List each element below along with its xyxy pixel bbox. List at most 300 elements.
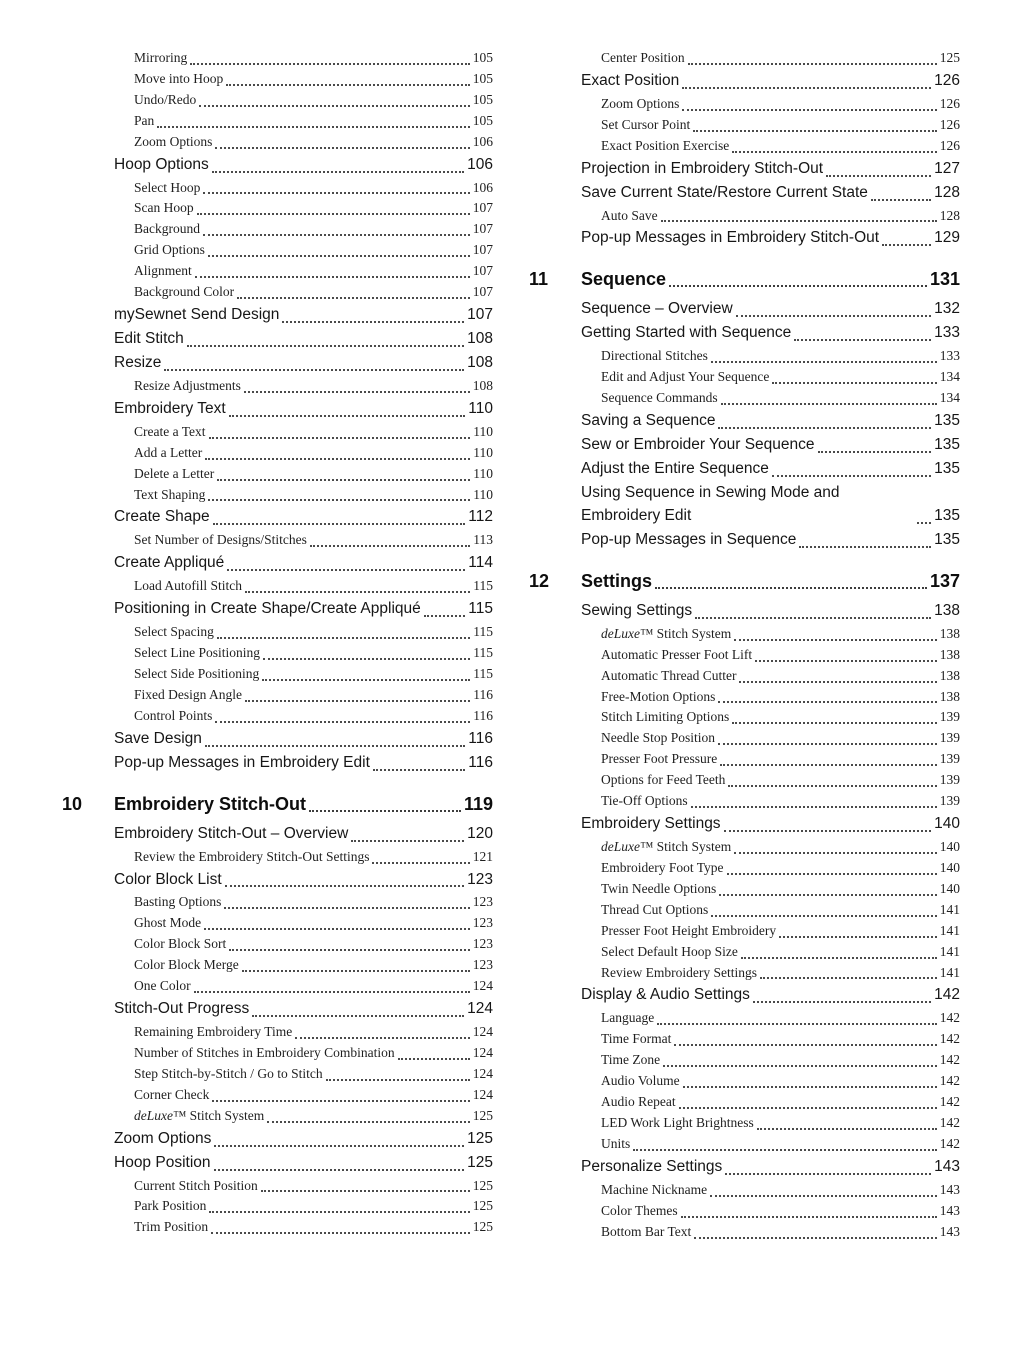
entry-label: Select Line Positioning bbox=[134, 645, 260, 661]
toc-entry bbox=[62, 464, 493, 485]
entry-label: Scan Hoop bbox=[134, 200, 194, 216]
dot-leader bbox=[195, 276, 470, 278]
page-number: 119 bbox=[463, 793, 493, 814]
toc-entry bbox=[529, 182, 960, 205]
toc-entry bbox=[62, 240, 493, 261]
toc-entry bbox=[529, 879, 960, 900]
toc-entry bbox=[62, 1196, 493, 1217]
dot-leader bbox=[772, 382, 936, 384]
toc-entry bbox=[529, 346, 960, 367]
page-number: 110 bbox=[473, 465, 493, 481]
entry-label: Free-Motion Options bbox=[601, 688, 716, 704]
toc-entry bbox=[62, 955, 493, 976]
dot-leader bbox=[779, 936, 937, 938]
toc-entry bbox=[62, 1085, 493, 1106]
dot-leader bbox=[203, 234, 470, 236]
dot-leader bbox=[683, 1086, 937, 1088]
dot-leader bbox=[734, 852, 937, 854]
dot-leader bbox=[227, 569, 465, 571]
dot-leader bbox=[212, 1100, 469, 1102]
entry-label: Background Color bbox=[134, 284, 235, 300]
toc-column-left bbox=[62, 48, 493, 1243]
dot-leader bbox=[669, 285, 927, 287]
page-number: 115 bbox=[473, 665, 493, 681]
toc-entry bbox=[529, 1029, 960, 1050]
toc-entry bbox=[529, 206, 960, 227]
entry-label: Embroidery Text bbox=[114, 399, 226, 417]
entry-label: Color Block Sort bbox=[134, 936, 227, 952]
entry-label: Undo/Redo bbox=[134, 91, 197, 107]
page-number: 124 bbox=[472, 1086, 493, 1102]
page-number: 141 bbox=[939, 943, 960, 959]
page-number: 126 bbox=[939, 116, 960, 132]
toc-entry bbox=[62, 976, 493, 997]
dot-leader bbox=[710, 1195, 937, 1197]
entry-label: Mirroring bbox=[134, 50, 188, 65]
toc-entry bbox=[62, 1152, 493, 1175]
page-number: 133 bbox=[939, 348, 960, 364]
entry-label: Color Block Merge bbox=[134, 957, 239, 973]
dot-leader bbox=[215, 721, 470, 723]
page-number: 142 bbox=[939, 1052, 960, 1068]
toc-entry bbox=[529, 482, 960, 528]
toc-entry bbox=[62, 304, 493, 327]
page-number: 138 bbox=[939, 688, 960, 704]
toc-entry bbox=[62, 219, 493, 240]
entry-label: Select Default Hoop Size bbox=[601, 943, 738, 959]
entry-label: Hoop Options bbox=[114, 155, 209, 173]
page-number: 142 bbox=[939, 1135, 960, 1151]
entry-label: Pan bbox=[134, 112, 155, 128]
toc-entry bbox=[529, 600, 960, 623]
entry-label: Current Stitch Position bbox=[134, 1177, 258, 1193]
entry-label: Auto Save bbox=[601, 207, 658, 223]
page-number: 135 bbox=[934, 436, 960, 454]
dot-leader bbox=[695, 617, 931, 619]
dot-leader bbox=[682, 109, 936, 111]
dot-leader bbox=[242, 970, 470, 972]
dot-leader bbox=[725, 1173, 931, 1175]
entry-label: Adjust the Entire Sequence bbox=[581, 459, 769, 477]
toc-entry bbox=[529, 687, 960, 708]
page-number: 142 bbox=[939, 1010, 960, 1026]
page-number: 141 bbox=[939, 922, 960, 938]
toc-entry bbox=[529, 1180, 960, 1201]
entry-label: Select Spacing bbox=[134, 624, 214, 640]
dot-leader bbox=[799, 546, 931, 548]
entry-label: Alignment bbox=[134, 263, 192, 279]
page-number: 135 bbox=[934, 530, 960, 548]
dot-leader bbox=[262, 679, 470, 681]
dot-leader bbox=[734, 639, 937, 641]
page-number: 107 bbox=[467, 306, 493, 324]
toc-entry bbox=[62, 1064, 493, 1085]
dot-leader bbox=[214, 1169, 465, 1171]
page-number: 107 bbox=[472, 242, 493, 258]
dot-leader bbox=[760, 977, 937, 979]
dot-leader bbox=[633, 1149, 936, 1151]
page-number: 115 bbox=[473, 645, 493, 661]
toc-entry bbox=[529, 984, 960, 1007]
dot-leader bbox=[261, 1190, 470, 1192]
dot-leader bbox=[229, 415, 466, 417]
page-number: 140 bbox=[939, 859, 960, 875]
page-number: 125 bbox=[472, 1219, 493, 1235]
dot-leader bbox=[818, 451, 932, 453]
page-number: 139 bbox=[939, 751, 960, 767]
dot-leader bbox=[326, 1079, 470, 1081]
toc-entry bbox=[529, 1113, 960, 1134]
dot-leader bbox=[199, 105, 470, 107]
entry-label: Display & Audio Settings bbox=[581, 986, 750, 1004]
dot-leader bbox=[718, 743, 937, 745]
page-number: 124 bbox=[472, 1024, 493, 1040]
page-number: 116 bbox=[473, 707, 493, 723]
page-number: 123 bbox=[472, 915, 493, 931]
dot-leader bbox=[157, 126, 470, 128]
entry-label: Pop-up Messages in Embroidery Stitch-Out bbox=[581, 229, 880, 247]
entry-label: Twin Needle Options bbox=[601, 880, 717, 896]
toc-entry bbox=[529, 900, 960, 921]
entry-label: Basting Options bbox=[134, 894, 222, 910]
entry-label: Tie-Off Options bbox=[601, 793, 688, 809]
toc-entry bbox=[529, 1156, 960, 1179]
dot-leader bbox=[208, 255, 470, 257]
dot-leader bbox=[209, 1211, 469, 1213]
page-number: 126 bbox=[934, 71, 960, 89]
entry-label: Hoop Position bbox=[114, 1153, 211, 1171]
toc-entry bbox=[62, 328, 493, 351]
page-number: 115 bbox=[473, 578, 493, 594]
dot-leader bbox=[204, 928, 470, 930]
page-number: 131 bbox=[929, 269, 960, 290]
dot-leader bbox=[694, 1237, 936, 1239]
page-number: 124 bbox=[472, 978, 493, 994]
entry-label: Automatic Presser Foot Lift bbox=[601, 646, 753, 662]
entry-label: Getting Started with Sequence bbox=[581, 324, 792, 342]
toc-entry bbox=[529, 1092, 960, 1113]
page-number: 114 bbox=[468, 554, 493, 572]
dot-leader bbox=[657, 1023, 937, 1025]
toc-entry bbox=[62, 998, 493, 1021]
entry-label: Automatic Thread Cutter bbox=[601, 667, 737, 683]
entry-label: Save Design bbox=[114, 729, 202, 747]
dot-leader bbox=[213, 523, 466, 525]
toc-entry bbox=[529, 227, 960, 250]
toc-entry bbox=[529, 388, 960, 409]
toc-entry bbox=[529, 1134, 960, 1155]
dot-leader bbox=[224, 907, 469, 909]
dot-leader bbox=[203, 192, 469, 194]
page-number: 139 bbox=[939, 772, 960, 788]
page-number: 138 bbox=[939, 667, 960, 683]
toc-chapter-entry bbox=[529, 568, 960, 594]
dot-leader bbox=[194, 991, 470, 993]
dot-leader bbox=[215, 147, 469, 149]
dot-leader bbox=[217, 637, 470, 639]
dot-leader bbox=[209, 437, 471, 439]
page-number: 125 bbox=[472, 1177, 493, 1193]
toc-entry bbox=[62, 485, 493, 506]
dot-leader bbox=[736, 315, 931, 317]
toc-entry bbox=[529, 1071, 960, 1092]
toc-entry bbox=[529, 624, 960, 645]
toc-entry bbox=[62, 664, 493, 685]
page-number: 123 bbox=[472, 957, 493, 973]
toc-entry bbox=[529, 115, 960, 136]
page-number: 106 bbox=[467, 155, 493, 173]
toc-entry bbox=[62, 1217, 493, 1238]
entry-label: Set Cursor Point bbox=[601, 116, 691, 132]
entry-label: Thread Cut Options bbox=[601, 901, 709, 917]
toc-entry bbox=[529, 858, 960, 879]
entry-label: Settings bbox=[581, 570, 653, 591]
toc-entry bbox=[529, 813, 960, 836]
entry-label: Embroidery Stitch-Out – Overview bbox=[114, 824, 349, 842]
page-number: 132 bbox=[934, 300, 960, 318]
toc-entry bbox=[529, 707, 960, 728]
page-number: 108 bbox=[467, 353, 493, 371]
entry-label: Audio Repeat bbox=[601, 1094, 676, 1110]
page-number: 140 bbox=[939, 838, 960, 854]
entry-label: Personalize Settings bbox=[581, 1157, 723, 1175]
page-number: 123 bbox=[472, 936, 493, 952]
toc-entry bbox=[62, 69, 493, 90]
toc-entry bbox=[62, 643, 493, 664]
page-number: 142 bbox=[939, 1031, 960, 1047]
page-number: 121 bbox=[472, 848, 493, 864]
dot-leader bbox=[655, 587, 927, 589]
entry-label: Zoom Options bbox=[601, 95, 680, 111]
toc-entry bbox=[529, 749, 960, 770]
entry-label: Options for Feed Teeth bbox=[601, 772, 726, 788]
dot-leader bbox=[237, 297, 470, 299]
entry-label: Create Shape bbox=[114, 508, 210, 526]
toc-entry bbox=[62, 752, 493, 775]
page-number: 135 bbox=[934, 412, 960, 430]
page-number: 110 bbox=[473, 444, 493, 460]
page-number: 107 bbox=[472, 221, 493, 237]
dot-leader bbox=[739, 681, 936, 683]
page-number: 142 bbox=[934, 986, 960, 1004]
entry-label: Resize bbox=[114, 353, 162, 371]
toc-entry bbox=[62, 422, 493, 443]
page-number: 139 bbox=[939, 709, 960, 725]
dot-leader bbox=[757, 1128, 937, 1130]
dot-leader bbox=[310, 545, 470, 547]
page-number: 105 bbox=[472, 112, 493, 128]
toc-entry bbox=[62, 178, 493, 199]
page-number: 115 bbox=[468, 600, 493, 618]
entry-label: Using Sequence in Sewing Mode and Embroidery Edit bbox=[581, 483, 840, 524]
dot-leader bbox=[679, 1107, 937, 1109]
dot-leader bbox=[826, 175, 931, 177]
page-number: 140 bbox=[939, 880, 960, 896]
page-number: 124 bbox=[467, 1000, 493, 1018]
toc-entry bbox=[62, 706, 493, 727]
entry-label: deLuxe™ Stitch System bbox=[601, 625, 732, 641]
entry-label: Zoom Options bbox=[114, 1129, 212, 1147]
dot-leader bbox=[225, 885, 464, 887]
dot-leader bbox=[772, 475, 931, 477]
dot-leader bbox=[753, 1001, 931, 1003]
page-number: 126 bbox=[939, 137, 960, 153]
page-number: 135 bbox=[934, 506, 960, 524]
entry-label: Sequence – Overview bbox=[581, 300, 733, 318]
toc-chapter-entry bbox=[62, 791, 493, 817]
entry-label: Presser Foot Pressure bbox=[601, 751, 718, 767]
page-number: 106 bbox=[472, 179, 493, 195]
dot-leader bbox=[244, 391, 470, 393]
entry-label: Add a Letter bbox=[134, 444, 203, 460]
entry-label: Sewing Settings bbox=[581, 601, 693, 619]
entry-label: Step Stitch-by-Stitch / Go to Stitch bbox=[134, 1065, 323, 1081]
page-number: 137 bbox=[929, 570, 960, 591]
toc-entry bbox=[529, 837, 960, 858]
entry-label: Set Number of Designs/Stitches bbox=[134, 532, 307, 548]
entry-label: Select Side Positioning bbox=[134, 665, 260, 681]
page-number: 133 bbox=[934, 324, 960, 342]
toc-entry bbox=[62, 892, 493, 913]
dot-leader bbox=[197, 213, 470, 215]
dot-leader bbox=[252, 1015, 464, 1017]
entry-label: Sequence bbox=[581, 269, 667, 290]
entry-label: Center Position bbox=[601, 50, 685, 65]
entry-label: Language bbox=[601, 1010, 655, 1026]
page-number: 138 bbox=[939, 625, 960, 641]
entry-label: Bottom Bar Text bbox=[601, 1223, 692, 1239]
entry-label: Presser Foot Height Embroidery bbox=[601, 922, 777, 938]
page-number: 113 bbox=[473, 532, 493, 548]
dot-leader bbox=[245, 700, 470, 702]
entry-label: Positioning in Create Shape/Create Appliqué bbox=[114, 600, 421, 618]
page-number: 107 bbox=[472, 200, 493, 216]
dot-leader bbox=[681, 1216, 937, 1218]
page-number: 105 bbox=[472, 70, 493, 86]
toc-entry bbox=[529, 529, 960, 552]
entry-label: Pop-up Messages in Embroidery Edit bbox=[114, 753, 370, 771]
entry-label: Remaining Embroidery Time bbox=[134, 1024, 293, 1040]
toc-entry bbox=[62, 352, 493, 375]
chapter-number: 10 bbox=[62, 793, 83, 814]
toc-entry bbox=[529, 770, 960, 791]
dot-leader bbox=[229, 949, 469, 951]
dot-leader bbox=[871, 199, 931, 201]
toc-entry bbox=[529, 1222, 960, 1243]
page-number: 142 bbox=[939, 1094, 960, 1110]
toc-entry bbox=[62, 90, 493, 111]
dot-leader bbox=[721, 403, 937, 405]
page-number: 125 bbox=[472, 1198, 493, 1214]
toc-entry bbox=[529, 367, 960, 388]
page-number: 134 bbox=[939, 369, 960, 385]
dot-leader bbox=[691, 806, 937, 808]
entry-label: deLuxe™ Stitch System bbox=[601, 838, 732, 854]
entry-label: Embroidery Stitch-Out bbox=[114, 793, 307, 814]
toc-entry bbox=[62, 552, 493, 575]
chapter-number: 11 bbox=[529, 269, 549, 290]
entry-label: Review Embroidery Settings bbox=[601, 964, 757, 980]
toc-entry bbox=[62, 1106, 493, 1127]
entry-label: Edit and Adjust Your Sequence bbox=[601, 369, 770, 385]
entry-label: Stitch-Out Progress bbox=[114, 1000, 250, 1018]
page-number: 107 bbox=[472, 263, 493, 279]
chapter-number: 12 bbox=[529, 570, 550, 591]
page-number: 105 bbox=[472, 91, 493, 107]
page-number: 108 bbox=[472, 377, 493, 393]
page-number: 110 bbox=[473, 486, 493, 502]
page-number: 143 bbox=[939, 1223, 960, 1239]
dot-leader bbox=[674, 1044, 936, 1046]
dot-leader bbox=[732, 151, 937, 153]
entry-label: Projection in Embroidery Stitch-Out bbox=[581, 159, 824, 177]
dot-leader bbox=[164, 369, 464, 371]
dot-leader bbox=[398, 1058, 470, 1060]
dot-leader bbox=[741, 957, 937, 959]
dot-leader bbox=[263, 658, 470, 660]
page-number: 139 bbox=[939, 793, 960, 809]
dot-leader bbox=[372, 862, 469, 864]
toc-entry bbox=[62, 622, 493, 643]
page-number: 141 bbox=[939, 901, 960, 917]
entry-label: Sew or Embroider Your Sequence bbox=[581, 436, 815, 454]
toc-entry bbox=[62, 261, 493, 282]
page-number: 142 bbox=[939, 1114, 960, 1130]
entry-label: Control Points bbox=[134, 707, 213, 723]
toc-entry bbox=[62, 530, 493, 551]
toc-entry bbox=[62, 111, 493, 132]
page-number: 120 bbox=[467, 824, 493, 842]
dot-leader bbox=[732, 722, 936, 724]
toc-entry bbox=[529, 70, 960, 93]
entry-label: Corner Check bbox=[134, 1086, 210, 1102]
toc-entry bbox=[62, 576, 493, 597]
entry-label: Create a Text bbox=[134, 423, 206, 439]
toc-entry bbox=[62, 913, 493, 934]
page-number: 138 bbox=[934, 601, 960, 619]
toc-entry bbox=[62, 443, 493, 464]
dot-leader bbox=[728, 785, 936, 787]
dot-leader bbox=[755, 660, 937, 662]
entry-label: deLuxe™ Stitch System bbox=[134, 1107, 265, 1123]
dot-leader bbox=[711, 361, 937, 363]
toc-entry bbox=[529, 1050, 960, 1071]
dot-leader bbox=[245, 591, 470, 593]
dot-leader bbox=[424, 615, 466, 617]
page-number: 126 bbox=[939, 95, 960, 111]
toc-entry bbox=[62, 598, 493, 621]
entry-label: Create Appliqué bbox=[114, 554, 225, 572]
entry-label: Embroidery Foot Type bbox=[601, 859, 724, 875]
toc-entry bbox=[62, 398, 493, 421]
toc-entry bbox=[529, 963, 960, 984]
toc-entry bbox=[529, 322, 960, 345]
dot-leader bbox=[661, 220, 937, 222]
page-number: 125 bbox=[939, 50, 960, 65]
toc-entry bbox=[62, 198, 493, 219]
entry-label: Delete a Letter bbox=[134, 465, 215, 481]
dot-leader bbox=[711, 915, 937, 917]
dot-leader bbox=[309, 810, 461, 812]
dot-leader bbox=[226, 84, 470, 86]
entry-label: Exact Position bbox=[581, 71, 680, 89]
toc-entry bbox=[62, 1128, 493, 1151]
page-number: 125 bbox=[467, 1153, 493, 1171]
entry-label: Units bbox=[601, 1135, 631, 1151]
dot-leader bbox=[190, 63, 470, 65]
entry-label: Sequence Commands bbox=[601, 390, 718, 406]
page-number: 116 bbox=[468, 753, 493, 771]
